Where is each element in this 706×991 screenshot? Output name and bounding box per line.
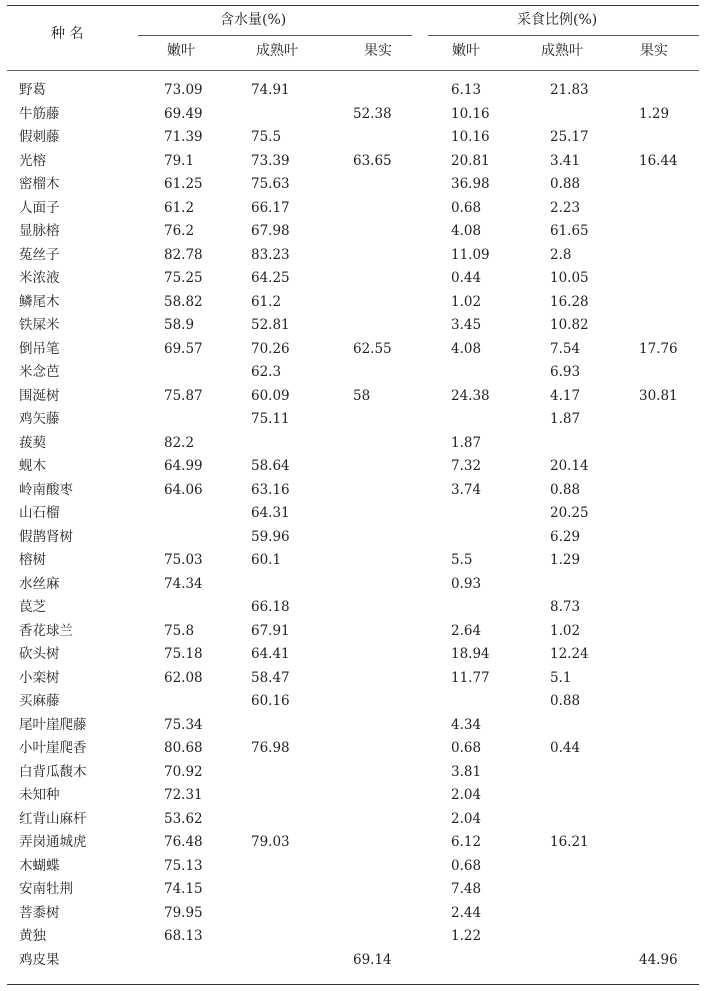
cell-water-young-leaf: 62.08 xyxy=(164,669,203,686)
cell-ratio-fruit: 16.44 xyxy=(639,152,678,169)
cell-ratio-young-leaf: 36.98 xyxy=(451,176,490,192)
cell-water-young-leaf: 58.82 xyxy=(164,293,203,310)
cell-ratio-fruit: 17.76 xyxy=(639,340,678,357)
cell-water-fruit: 69.14 xyxy=(353,951,392,968)
cell-water-young-leaf: 69.57 xyxy=(164,340,203,357)
cell-ratio-fruit: 1.29 xyxy=(639,105,670,122)
table-row xyxy=(7,175,699,199)
table-body xyxy=(7,81,699,974)
table-row xyxy=(7,716,699,740)
cell-ratio-young-leaf: 6.13 xyxy=(451,82,482,98)
cell-ratio-mature-leaf: 5.1 xyxy=(550,669,572,686)
cell-water-mature-leaf: 52.81 xyxy=(251,317,290,333)
sub-header-water-young-leaf: 嫩叶 xyxy=(167,43,195,59)
cell-water-mature-leaf: 67.98 xyxy=(251,223,290,239)
sub-header-ratio-young-leaf: 嫩叶 xyxy=(452,43,480,59)
cell-ratio-mature-leaf: 7.54 xyxy=(550,340,581,357)
cell-ratio-young-leaf: 2.64 xyxy=(451,622,482,639)
cell-ratio-fruit: 30.81 xyxy=(639,387,678,404)
cell-water-young-leaf: 70.92 xyxy=(164,763,203,780)
cell-water-mature-leaf: 73.39 xyxy=(251,152,290,169)
table-row xyxy=(7,340,699,364)
species-header: 种 名 xyxy=(51,26,84,42)
cell-water-young-leaf: 79.95 xyxy=(164,904,203,921)
species-name: 光榕 xyxy=(19,152,46,169)
bottom-rule xyxy=(7,984,699,985)
cell-water-young-leaf: 82.78 xyxy=(164,246,203,263)
cell-ratio-mature-leaf: 20.14 xyxy=(550,458,589,474)
table-row xyxy=(7,293,699,317)
species-name: 鳞尾木 xyxy=(19,293,60,310)
cell-water-mature-leaf: 66.18 xyxy=(251,599,290,615)
species-name: 假鹊肾树 xyxy=(19,528,73,545)
species-name: 假刺藤 xyxy=(19,129,60,145)
table-row xyxy=(7,528,699,552)
cell-water-young-leaf: 58.9 xyxy=(164,317,195,333)
cell-ratio-mature-leaf: 0.44 xyxy=(550,740,581,756)
cell-water-fruit: 62.55 xyxy=(353,340,392,357)
cell-ratio-young-leaf: 2.44 xyxy=(451,904,482,921)
species-name: 砍头树 xyxy=(19,646,60,662)
table-row xyxy=(7,692,699,716)
table-row xyxy=(7,598,699,622)
cell-ratio-young-leaf: 5.5 xyxy=(451,552,473,568)
table-row xyxy=(7,222,699,246)
cell-ratio-mature-leaf: 6.29 xyxy=(550,528,581,545)
cell-water-mature-leaf: 59.96 xyxy=(251,528,290,545)
species-name: 水丝麻 xyxy=(19,575,60,592)
table-row xyxy=(7,410,699,434)
cell-water-young-leaf: 75.18 xyxy=(164,646,203,662)
cell-water-young-leaf: 74.15 xyxy=(164,881,203,897)
cell-ratio-young-leaf: 0.93 xyxy=(451,575,482,592)
cell-ratio-mature-leaf: 20.25 xyxy=(550,505,589,521)
cell-ratio-young-leaf: 2.04 xyxy=(451,810,482,827)
species-name: 牛筋藤 xyxy=(19,105,60,122)
species-name: 蚬木 xyxy=(19,458,46,474)
table-row xyxy=(7,504,699,528)
cell-water-young-leaf: 75.87 xyxy=(164,387,203,404)
cell-ratio-young-leaf: 20.81 xyxy=(451,152,490,169)
cell-water-mature-leaf: 64.25 xyxy=(251,270,290,286)
cell-ratio-mature-leaf: 2.8 xyxy=(550,246,572,263)
water-group-underline xyxy=(138,35,412,36)
cell-ratio-fruit: 44.96 xyxy=(639,951,678,968)
species-name: 岭南酸枣 xyxy=(19,481,73,498)
cell-water-mature-leaf: 74.91 xyxy=(251,82,290,98)
sub-header-water-fruit: 果实 xyxy=(364,43,392,59)
cell-ratio-mature-leaf: 3.41 xyxy=(550,152,581,169)
table-row xyxy=(7,645,699,669)
cell-ratio-young-leaf: 7.48 xyxy=(451,881,482,897)
cell-water-young-leaf: 64.06 xyxy=(164,481,203,498)
cell-water-young-leaf: 61.2 xyxy=(164,199,195,216)
cell-water-fruit: 52.38 xyxy=(353,105,392,122)
sub-header-ratio-mature-leaf: 成熟叶 xyxy=(541,43,583,59)
table-row xyxy=(7,81,699,105)
species-name: 菟丝子 xyxy=(19,246,60,263)
cell-ratio-young-leaf: 1.87 xyxy=(451,434,482,451)
table-row xyxy=(7,763,699,787)
table-row xyxy=(7,927,699,951)
species-name: 安南牡荆 xyxy=(19,881,73,897)
table-row xyxy=(7,669,699,693)
cell-ratio-young-leaf: 3.45 xyxy=(451,317,482,333)
cell-ratio-mature-leaf: 0.88 xyxy=(550,481,581,498)
cell-ratio-young-leaf: 0.68 xyxy=(451,199,482,216)
cell-water-mature-leaf: 83.23 xyxy=(251,246,290,263)
species-name: 未知种 xyxy=(19,787,60,803)
cell-ratio-young-leaf: 1.02 xyxy=(451,293,482,310)
cell-ratio-young-leaf: 0.68 xyxy=(451,857,482,874)
table-row xyxy=(7,152,699,176)
species-name: 小栾树 xyxy=(19,669,60,686)
species-name: 米浓液 xyxy=(19,270,60,286)
cell-water-mature-leaf: 70.26 xyxy=(251,340,290,357)
species-name: 铁屎米 xyxy=(19,317,60,333)
table-row xyxy=(7,246,699,270)
species-name: 围涎树 xyxy=(19,387,60,404)
cell-ratio-young-leaf: 4.08 xyxy=(451,223,482,239)
table-row xyxy=(7,199,699,223)
table-row xyxy=(7,387,699,411)
species-name: 弄岗通城虎 xyxy=(19,834,87,850)
cell-ratio-young-leaf: 11.09 xyxy=(451,246,490,263)
cell-ratio-mature-leaf: 21.83 xyxy=(550,82,589,98)
cell-ratio-young-leaf: 0.44 xyxy=(451,270,482,286)
cell-water-young-leaf: 68.13 xyxy=(164,928,203,944)
species-name: 密榴木 xyxy=(19,176,60,192)
cell-water-young-leaf: 73.09 xyxy=(164,82,203,98)
cell-ratio-young-leaf: 4.08 xyxy=(451,340,482,357)
table-row xyxy=(7,363,699,387)
cell-ratio-mature-leaf: 61.65 xyxy=(550,223,589,239)
table-row xyxy=(7,904,699,928)
species-name: 鸡矢藤 xyxy=(19,411,60,427)
cell-water-young-leaf: 69.49 xyxy=(164,105,203,122)
cell-water-young-leaf: 75.03 xyxy=(164,552,203,568)
table-row xyxy=(7,481,699,505)
table-row xyxy=(7,857,699,881)
species-name: 红背山麻杆 xyxy=(19,810,87,827)
cell-water-young-leaf: 80.68 xyxy=(164,740,203,756)
species-name: 榕树 xyxy=(19,552,46,568)
cell-ratio-young-leaf: 4.34 xyxy=(451,716,482,733)
cell-ratio-young-leaf: 1.22 xyxy=(451,928,482,944)
cell-ratio-young-leaf: 0.68 xyxy=(451,740,482,756)
table-row xyxy=(7,622,699,646)
cell-ratio-young-leaf: 11.77 xyxy=(451,669,490,686)
species-name: 米念芭 xyxy=(19,364,60,380)
cell-water-young-leaf: 61.25 xyxy=(164,176,203,192)
cell-ratio-young-leaf: 10.16 xyxy=(451,105,490,122)
cell-ratio-mature-leaf: 4.17 xyxy=(550,387,581,404)
table-row xyxy=(7,105,699,129)
cell-water-mature-leaf: 60.16 xyxy=(251,693,290,709)
cell-water-mature-leaf: 58.64 xyxy=(251,458,290,474)
species-name: 尾叶崖爬藤 xyxy=(19,716,87,733)
cell-water-young-leaf: 75.25 xyxy=(164,270,203,286)
cell-water-mature-leaf: 63.16 xyxy=(251,481,290,498)
cell-water-young-leaf: 76.2 xyxy=(164,223,195,239)
cell-water-young-leaf: 75.34 xyxy=(164,716,203,733)
table-row xyxy=(7,551,699,575)
species-name: 买麻藤 xyxy=(19,693,60,709)
cell-ratio-young-leaf: 10.16 xyxy=(451,129,490,145)
sub-header-water-mature-leaf: 成熟叶 xyxy=(256,43,298,59)
cell-water-mature-leaf: 64.41 xyxy=(251,646,290,662)
table-row xyxy=(7,786,699,810)
cell-ratio-mature-leaf: 16.21 xyxy=(550,834,589,850)
cell-water-young-leaf: 53.62 xyxy=(164,810,203,827)
cell-water-mature-leaf: 75.5 xyxy=(251,129,282,145)
cell-ratio-mature-leaf: 0.88 xyxy=(550,693,581,709)
cell-water-mature-leaf: 60.1 xyxy=(251,552,282,568)
ratio-group-underline xyxy=(428,35,699,36)
cell-water-mature-leaf: 75.11 xyxy=(251,411,290,427)
species-name: 苠芝 xyxy=(19,599,46,615)
species-name: 山石榴 xyxy=(19,505,60,521)
species-name: 倒吊笔 xyxy=(19,340,60,357)
species-name: 木蝴蝶 xyxy=(19,857,60,874)
cell-ratio-mature-leaf: 0.88 xyxy=(550,176,581,192)
cell-water-young-leaf: 72.31 xyxy=(164,787,203,803)
species-name: 菩黍树 xyxy=(19,904,60,921)
cell-ratio-mature-leaf: 8.73 xyxy=(550,599,581,615)
cell-ratio-young-leaf: 3.81 xyxy=(451,763,482,780)
table-row xyxy=(7,739,699,763)
cell-ratio-young-leaf: 18.94 xyxy=(451,646,490,662)
cell-water-mature-leaf: 75.63 xyxy=(251,176,290,192)
water-content-group-header: 含水量(%) xyxy=(220,12,287,28)
cell-ratio-young-leaf: 3.74 xyxy=(451,481,482,498)
cell-water-mature-leaf: 66.17 xyxy=(251,199,290,216)
feeding-ratio-group-header: 采食比例(%) xyxy=(517,12,598,28)
species-name: 鸡皮果 xyxy=(19,951,60,968)
species-name: 小叶崖爬香 xyxy=(19,740,87,756)
table-row xyxy=(7,316,699,340)
cell-ratio-mature-leaf: 12.24 xyxy=(550,646,589,662)
sub-header-ratio-fruit: 果实 xyxy=(640,43,668,59)
cell-water-mature-leaf: 64.31 xyxy=(251,505,290,521)
cell-water-mature-leaf: 61.2 xyxy=(251,293,282,310)
cell-water-fruit: 58 xyxy=(353,387,371,404)
species-name: 菝葜 xyxy=(19,434,46,451)
table-row xyxy=(7,880,699,904)
cell-ratio-mature-leaf: 2.23 xyxy=(550,199,581,216)
cell-ratio-mature-leaf: 1.02 xyxy=(550,622,581,639)
cell-ratio-young-leaf: 24.38 xyxy=(451,387,490,404)
cell-water-young-leaf: 79.1 xyxy=(164,152,195,169)
table-row xyxy=(7,951,699,975)
cell-water-mature-leaf: 62.3 xyxy=(251,364,282,380)
cell-water-mature-leaf: 58.47 xyxy=(251,669,290,686)
cell-ratio-mature-leaf: 16.28 xyxy=(550,293,589,310)
cell-water-mature-leaf: 67.91 xyxy=(251,622,290,639)
table-row xyxy=(7,434,699,458)
cell-ratio-young-leaf: 2.04 xyxy=(451,787,482,803)
species-name: 野葛 xyxy=(19,82,46,98)
cell-water-mature-leaf: 76.98 xyxy=(251,740,290,756)
cell-ratio-young-leaf: 7.32 xyxy=(451,458,482,474)
table-row xyxy=(7,833,699,857)
table-row xyxy=(7,269,699,293)
cell-ratio-mature-leaf: 1.87 xyxy=(550,411,581,427)
cell-water-fruit: 63.65 xyxy=(353,152,392,169)
table-row xyxy=(7,810,699,834)
cell-water-young-leaf: 75.8 xyxy=(164,622,195,639)
cell-ratio-mature-leaf: 25.17 xyxy=(550,129,589,145)
species-name: 白背瓜馥木 xyxy=(19,763,87,780)
cell-water-young-leaf: 76.48 xyxy=(164,834,203,850)
cell-ratio-mature-leaf: 10.82 xyxy=(550,317,589,333)
cell-ratio-mature-leaf: 6.93 xyxy=(550,364,581,380)
top-rule xyxy=(7,5,699,6)
cell-water-young-leaf: 75.13 xyxy=(164,857,203,874)
table-row xyxy=(7,128,699,152)
species-name: 人面子 xyxy=(19,199,60,216)
cell-water-mature-leaf: 79.03 xyxy=(251,834,290,850)
table-row xyxy=(7,457,699,481)
cell-water-young-leaf: 74.34 xyxy=(164,575,203,592)
cell-water-young-leaf: 71.39 xyxy=(164,129,203,145)
cell-water-mature-leaf: 60.09 xyxy=(251,387,290,404)
cell-ratio-mature-leaf: 1.29 xyxy=(550,552,581,568)
species-name: 香花球兰 xyxy=(19,622,73,639)
species-name: 黄独 xyxy=(19,928,46,944)
species-name: 显脉榕 xyxy=(19,223,60,239)
table-row xyxy=(7,575,699,599)
cell-water-young-leaf: 82.2 xyxy=(164,434,195,451)
cell-ratio-mature-leaf: 10.05 xyxy=(550,270,589,286)
cell-ratio-young-leaf: 6.12 xyxy=(451,834,482,850)
cell-water-young-leaf: 64.99 xyxy=(164,458,203,474)
header-rule xyxy=(7,70,699,71)
